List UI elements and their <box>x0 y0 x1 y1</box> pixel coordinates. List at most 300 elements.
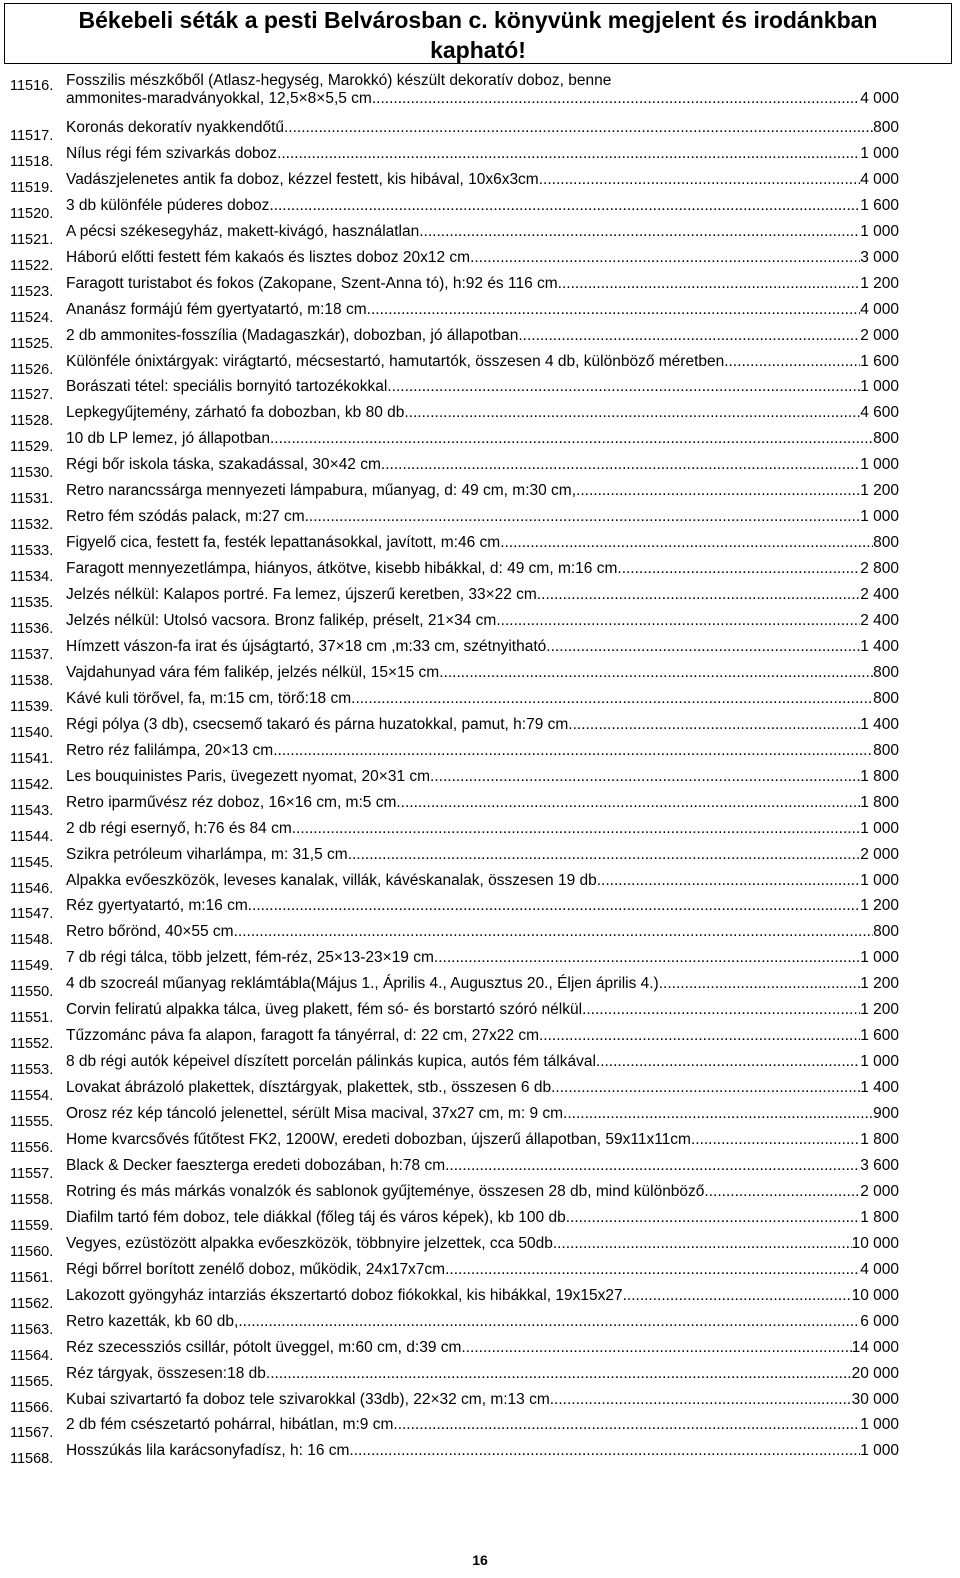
item-number: 11527. <box>10 387 54 404</box>
item-description <box>66 145 899 163</box>
item-line <box>66 1105 899 1123</box>
dot-leader <box>550 1391 852 1409</box>
dot-leader <box>430 768 860 786</box>
item-line <box>66 378 899 396</box>
dot-leader <box>348 846 861 864</box>
dot-leader <box>582 1001 860 1019</box>
item-number: 11553. <box>10 1062 54 1079</box>
item-price: 3 000 <box>860 248 899 266</box>
item-line <box>66 1157 899 1175</box>
item-number: 11529. <box>10 439 54 456</box>
item-text: Nílus régi fém szivarkás doboz <box>66 144 278 162</box>
dot-leader <box>284 119 873 137</box>
item-number: 11562. <box>10 1295 54 1312</box>
item-line <box>66 1287 899 1305</box>
item-line <box>66 301 899 319</box>
item-description <box>66 404 899 422</box>
item-description <box>66 430 899 448</box>
item-text: Orosz réz kép táncoló jelenettel, sérült Misa macival, 37x27 cm, m: 9 cm <box>66 1105 564 1123</box>
dot-leader <box>434 949 860 967</box>
item-line <box>66 1313 899 1331</box>
item-text: Lovakat ábrázoló plakettek, dísztárgyak, plakettek, stb., összesen 6 db <box>66 1079 552 1097</box>
item-description <box>66 638 899 656</box>
dot-leader <box>496 612 860 630</box>
dot-leader <box>537 586 860 604</box>
item-line <box>66 846 899 864</box>
item-price: 2 800 <box>860 560 899 578</box>
item-number: 11550. <box>10 984 54 1001</box>
item-price: 1 000 <box>860 1053 899 1071</box>
item-text: Alpakka evőeszközök, leveses kanalak, villák, kávéskanalak, összesen 19 db <box>66 871 597 889</box>
item-number: 11547. <box>10 906 54 923</box>
item-description <box>66 1287 899 1305</box>
item-description <box>66 1183 899 1201</box>
item-text: Lepkegyűjtemény, zárható fa dobozban, kb 80 db <box>66 404 405 422</box>
item-text: Retro bőrönd, 40×55 cm <box>66 923 234 941</box>
item-price: 800 <box>873 118 899 136</box>
item-description <box>66 1079 899 1097</box>
item-description <box>66 794 899 812</box>
item-description <box>66 872 899 890</box>
item-text: 4 db szocreál műanyag reklámtábla(Május 1., Április 4., Augusztus 20., Éljen április 4.) <box>66 975 659 993</box>
item-line <box>66 742 899 760</box>
item-number: 11519. <box>10 179 54 196</box>
dot-leader <box>566 1209 861 1227</box>
item-price: 6 000 <box>860 1312 899 1330</box>
item-text: Régi bőr iskola táska, szakadással, 30×42 cm <box>66 456 381 474</box>
item-price: 800 <box>873 923 899 941</box>
item-text: Home kvarcsővés fűtőtest FK2, 1200W, eredeti dobozban, újszerű állapotban, 59x11x11cm <box>66 1131 691 1148</box>
item-description <box>66 275 899 293</box>
item-line <box>66 690 899 708</box>
item-description <box>66 301 899 319</box>
item-description <box>66 1001 899 1019</box>
item-line <box>66 508 899 526</box>
item-price: 4 000 <box>860 90 899 107</box>
dot-leader <box>617 560 860 578</box>
dot-leader <box>404 404 860 422</box>
item-line <box>66 716 899 734</box>
item-description <box>66 1105 899 1123</box>
item-text: Vajdahunyad vára fém falikép, jelzés nélkül, 15×15 cm <box>66 663 440 681</box>
item-price: 1 800 <box>860 1208 899 1226</box>
item-number: 11540. <box>10 724 54 741</box>
item-price: 4 000 <box>860 300 899 318</box>
item-number: 11517. <box>10 127 54 144</box>
item-description <box>66 353 899 371</box>
item-number: 11559. <box>10 1217 54 1234</box>
item-number: 11526. <box>10 361 54 378</box>
item-price: 1 200 <box>860 975 899 993</box>
item-line <box>66 249 899 267</box>
item-line <box>66 820 899 838</box>
item-line <box>66 327 899 345</box>
item-number: 11534. <box>10 569 54 586</box>
dot-leader <box>372 90 860 108</box>
item-number: 11568. <box>10 1451 54 1468</box>
item-description <box>66 1313 899 1331</box>
item-number: 11536. <box>10 621 54 637</box>
item-price: 1 000 <box>860 456 899 474</box>
item-price: 2 000 <box>860 1182 899 1200</box>
dot-leader <box>553 1235 852 1253</box>
item-text: Retro réz falilámpa, 20×13 cm <box>66 741 274 759</box>
item-price: 1 200 <box>860 482 899 500</box>
item-line <box>66 275 899 293</box>
item-line <box>66 456 899 474</box>
item-text: 2 db ammonites-fosszília (Madagaszkár), dobozban, jó állapotban <box>66 326 519 344</box>
item-text: Hosszúkás lila karácsonyfadísz, h: 16 cm <box>66 1442 350 1460</box>
dot-leader <box>266 1365 852 1383</box>
page-number: 16 <box>472 1552 488 1568</box>
item-line <box>66 923 899 941</box>
item-line <box>66 1365 899 1383</box>
item-line <box>66 664 899 682</box>
item-number: 11555. <box>10 1114 54 1131</box>
item-number: 11546. <box>10 880 54 897</box>
item-price: 20 000 <box>851 1364 899 1382</box>
item-line <box>66 1391 899 1409</box>
item-price: 1 000 <box>860 222 899 240</box>
item-description <box>66 1131 899 1149</box>
item-price: 30 000 <box>851 1390 899 1408</box>
item-text: 3 db különféle púderes doboz <box>66 196 270 214</box>
dot-leader <box>292 820 860 838</box>
item-description <box>66 456 899 474</box>
item-text: Kávé kuli törővel, fa, m:15 cm, törő:18 cm <box>66 689 352 707</box>
dot-leader <box>623 1287 852 1305</box>
item-number: 11524. <box>10 309 54 326</box>
item-text: Corvin feliratú alpakka tálca, üveg plakett, fém só- és borstartó szóró nélkül <box>66 1001 583 1019</box>
item-description <box>66 197 899 215</box>
item-price: 1 000 <box>860 949 899 967</box>
item-number: 11537. <box>10 646 54 663</box>
item-line <box>66 872 899 890</box>
item-number: 11544. <box>10 828 54 845</box>
item-description <box>66 482 899 500</box>
dot-leader <box>546 638 860 656</box>
item-text: Figyelő cica, festett fa, festék lepattanásokkal, javított, m:46 cm <box>66 534 501 552</box>
item-price: 1 600 <box>860 196 899 214</box>
item-description <box>66 327 899 345</box>
item-line <box>66 534 899 552</box>
item-description <box>66 72 899 108</box>
dot-leader <box>659 975 860 993</box>
item-line <box>66 897 899 915</box>
item-number: 11525. <box>10 335 54 352</box>
item-number: 11521. <box>10 231 54 248</box>
item-description <box>66 1442 899 1460</box>
item-description <box>66 1261 899 1279</box>
item-line <box>66 145 899 163</box>
item-price: 1 000 <box>860 1416 899 1434</box>
item-price: 10 000 <box>851 1234 899 1252</box>
item-text: Réz tárgyak, összesen:18 db <box>66 1364 266 1382</box>
item-text: Kubai szivartartó fa doboz tele szivarokkal (33db), 22×32 cm, m:13 cm <box>66 1390 550 1408</box>
item-description <box>66 923 899 941</box>
dot-leader <box>568 716 860 734</box>
item-text: Les bouquinistes Paris, üvegezett nyomat, 20×31 cm <box>66 767 431 785</box>
item-line <box>66 949 899 967</box>
item-number: 11565. <box>10 1373 54 1390</box>
dot-leader <box>563 1105 873 1123</box>
dot-leader <box>367 301 861 319</box>
item-description <box>66 1365 899 1383</box>
dot-leader <box>305 508 861 526</box>
item-text: Black & Decker faeszterga eredeti dobozában, h:78 cm <box>66 1156 446 1174</box>
item-number: 11542. <box>10 776 54 793</box>
item-description <box>66 1209 899 1227</box>
item-number: 11566. <box>10 1399 54 1416</box>
announcement-line-1: Békebeli séták a pesti Belvárosban c. könyvünk megjelent és irodánkban <box>78 7 878 33</box>
item-number: 11522. <box>10 257 54 274</box>
dot-leader <box>269 197 860 215</box>
item-text: Különféle ónixtárgyak: virágtartó, mécsestartó, hamutartók, összesen 4 db, különböző méretben <box>66 352 725 370</box>
item-description <box>66 119 899 137</box>
item-description <box>66 742 899 760</box>
item-number: 11532. <box>10 517 54 534</box>
item-description <box>66 249 899 267</box>
item-text: ammonites-maradványokkal, 12,5×8×5,5 cm <box>66 90 372 107</box>
item-description <box>66 508 899 526</box>
item-number: 11531. <box>10 491 54 508</box>
dot-leader <box>445 1157 860 1175</box>
item-number: 11554. <box>10 1088 54 1105</box>
item-price: 2 000 <box>860 326 899 344</box>
item-description <box>66 612 899 630</box>
item-price: 1 000 <box>860 378 899 396</box>
dot-leader <box>238 1313 860 1331</box>
item-text: Vegyes, ezüstözött alpakka evőeszközök, többnyire jelzettek, cca 50db <box>66 1234 553 1252</box>
item-price: 1 000 <box>860 871 899 889</box>
item-description <box>66 768 899 786</box>
item-line <box>66 404 899 422</box>
item-text: 2 db régi esernyő, h:76 és 84 cm <box>66 819 292 837</box>
dot-leader <box>461 1339 851 1357</box>
item-text: Ananász formájú fém gyertyatartó, m:18 cm <box>66 300 367 318</box>
item-price: 2 000 <box>860 845 899 863</box>
item-description <box>66 223 899 241</box>
item-text: A pécsi székesegyház, makett-kivágó, használatlan <box>66 222 420 240</box>
item-text: Borászati tétel: speciális bornyitó tartozékokkal <box>66 378 388 396</box>
item-number: 11533. <box>10 543 54 560</box>
item-price: 4 600 <box>860 404 899 422</box>
item-description <box>66 1391 899 1409</box>
announcement-line-2: kapható! <box>430 37 526 63</box>
dot-leader <box>396 794 860 812</box>
item-line <box>66 1183 899 1201</box>
item-description <box>66 171 899 189</box>
item-description-first-line: Fosszilis mészkőből (Atlasz-hegység, Marokkó) készült dekoratív doboz, benne <box>66 72 612 89</box>
item-line <box>66 638 899 656</box>
item-line <box>66 1079 899 1097</box>
item-text: Tűzzománc páva fa alapon, faragott fa tányérral, d: 22 cm, 27x22 cm <box>66 1027 539 1045</box>
item-description <box>66 378 899 396</box>
item-price: 800 <box>873 430 899 448</box>
item-text: Faragott mennyezetlámpa, hiányos, átkötve, kisebb hibákkal, d: 49 cm, m:16 cm <box>66 560 618 578</box>
item-description <box>66 1339 899 1357</box>
item-description <box>66 586 899 604</box>
item-price: 900 <box>873 1105 899 1123</box>
dot-leader <box>248 897 860 915</box>
item-price: 1 400 <box>860 637 899 655</box>
item-text: Réz gyertyatartó, m:16 cm <box>66 897 248 915</box>
item-text: Régi pólya (3 db), csecsemő takaró és párna huzatokkal, pamut, h:79 cm <box>66 715 569 733</box>
dot-leader <box>393 1416 860 1434</box>
dot-leader <box>558 275 861 293</box>
item-description <box>66 820 899 838</box>
item-description <box>66 1416 899 1434</box>
item-line <box>66 1442 899 1460</box>
dot-leader <box>445 1261 860 1279</box>
dot-leader <box>597 872 860 890</box>
item-number: 11552. <box>10 1036 54 1053</box>
item-line <box>66 560 899 578</box>
item-line <box>66 1131 899 1149</box>
dot-leader <box>277 145 860 163</box>
item-line <box>66 1261 899 1279</box>
item-text: Retro narancssárga mennyezeti lámpabura, műanyag, d: 49 cm, m:30 cm, <box>66 482 577 500</box>
item-number: 11541. <box>10 750 54 767</box>
item-line <box>66 1027 899 1045</box>
item-text: Retro iparművész réz doboz, 16×16 cm, m:5 cm <box>66 793 397 811</box>
item-line <box>66 586 899 604</box>
item-price: 2 400 <box>860 586 899 604</box>
item-number: 11518. <box>10 153 54 170</box>
item-price: 1 000 <box>860 1442 899 1460</box>
item-text: Régi bőrrel borított zenélő doboz, működik, 24x17x7cm <box>66 1260 446 1278</box>
dot-leader <box>351 690 873 708</box>
dot-leader <box>470 249 860 267</box>
item-price: 1 000 <box>860 819 899 837</box>
dot-leader <box>704 1183 860 1201</box>
item-text: Diafilm tartó fém doboz, tele diákkal (főleg táj és város képek), kb 100 db <box>66 1208 566 1226</box>
item-number: 11538. <box>10 672 54 689</box>
item-price: 1 800 <box>860 767 899 785</box>
item-line <box>66 119 899 137</box>
dot-leader <box>724 353 860 371</box>
item-price: 1 600 <box>860 352 899 370</box>
item-line <box>66 794 899 812</box>
item-line <box>66 353 899 371</box>
item-text: 7 db régi tálca, több jelzett, fém-réz, 25×13-23×19 cm <box>66 949 434 967</box>
dot-leader <box>270 430 873 448</box>
item-line <box>66 975 899 993</box>
item-price: 1 800 <box>860 1131 899 1148</box>
item-line <box>66 1001 899 1019</box>
item-line <box>66 482 899 500</box>
item-description <box>66 560 899 578</box>
item-price: 800 <box>873 534 899 552</box>
item-description <box>66 1157 899 1175</box>
item-line <box>66 1053 899 1071</box>
item-text: Réz szecessziós csillár, pótolt üveggel, m:60 cm, d:39 cm <box>66 1338 462 1356</box>
dot-leader <box>439 664 873 682</box>
item-line <box>66 90 899 108</box>
item-line <box>66 197 899 215</box>
item-text: Vadászjelenetes antik fa doboz, kézzel festett, kis hibával, 10x6x3cm <box>66 170 539 188</box>
item-number: 11539. <box>10 698 54 715</box>
item-description <box>66 846 899 864</box>
item-number: 11558. <box>10 1191 54 1208</box>
item-price: 800 <box>873 689 899 707</box>
item-price: 4 000 <box>860 170 899 188</box>
item-text: 10 db LP lemez, jó állapotban <box>66 430 270 448</box>
dot-leader <box>551 1079 860 1097</box>
item-price: 1 800 <box>860 793 899 811</box>
item-number: 11516. <box>10 78 54 94</box>
item-price: 4 000 <box>860 1260 899 1278</box>
item-description <box>66 1027 899 1045</box>
item-text: Szikra petróleum viharlámpa, m: 31,5 cm <box>66 845 348 863</box>
item-description <box>66 1053 899 1071</box>
dot-leader <box>234 923 874 941</box>
item-price: 1 200 <box>860 274 899 292</box>
item-number: 11567. <box>10 1425 54 1442</box>
dot-leader <box>349 1442 860 1460</box>
item-text: Hímzett vászon-fa irat és újságtartó, 37×18 cm ,m:33 cm, szétnyitható <box>66 637 547 655</box>
item-price: 1 000 <box>860 508 899 526</box>
item-price: 1 200 <box>860 1001 899 1019</box>
item-text: Koronás dekoratív nyakkendőtű <box>66 118 284 136</box>
item-number: 11543. <box>10 802 54 819</box>
item-price: 1 400 <box>860 1079 899 1097</box>
item-description <box>66 1235 899 1253</box>
item-number: 11528. <box>10 413 54 430</box>
item-price: 14 000 <box>851 1338 899 1356</box>
item-number: 11545. <box>10 854 54 871</box>
dot-leader <box>596 1053 860 1071</box>
item-text: Retro fém szódás palack, m:27 cm <box>66 508 305 526</box>
item-description <box>66 897 899 915</box>
item-number: 11556. <box>10 1140 54 1156</box>
dot-leader <box>539 171 860 189</box>
item-description <box>66 690 899 708</box>
item-description <box>66 949 899 967</box>
item-description <box>66 975 899 993</box>
dot-leader <box>691 1131 860 1149</box>
item-number: 11560. <box>10 1243 54 1260</box>
dot-leader <box>500 534 873 552</box>
item-price: 10 000 <box>851 1286 899 1304</box>
item-line <box>66 768 899 786</box>
item-price: 1 400 <box>860 715 899 733</box>
item-line <box>66 171 899 189</box>
item-number: 11535. <box>10 595 54 612</box>
item-price: 3 600 <box>860 1156 899 1174</box>
item-text: Jelzés nélkül: Utolsó vacsora. Bronz falikép, préselt, 21×34 cm <box>66 612 497 629</box>
item-text: Jelzés nélkül: Kalapos portré. Fa lemez, újszerű keretben, 33×22 cm <box>66 586 537 604</box>
item-number: 11551. <box>10 1010 54 1027</box>
item-number: 11548. <box>10 932 54 949</box>
item-number: 11520. <box>10 205 54 222</box>
item-line <box>66 223 899 241</box>
item-line <box>66 1416 899 1434</box>
item-text: 8 db régi autók képeivel díszített porcelán pálinkás kupica, autós fém tálkával <box>66 1053 596 1071</box>
dot-leader <box>387 378 860 396</box>
item-description <box>66 534 899 552</box>
item-text: Rotring és más márkás vonalzók és sablonok gyűjteménye, összesen 28 db, mind különböző <box>66 1182 705 1200</box>
item-price: 1 000 <box>860 144 899 162</box>
item-description <box>66 716 899 734</box>
item-number: 11557. <box>10 1165 54 1182</box>
item-number: 11563. <box>10 1321 54 1338</box>
item-line <box>66 1209 899 1227</box>
item-line <box>66 612 899 630</box>
item-text: Retro kazetták, kb 60 db, <box>66 1312 239 1330</box>
item-text: Faragott turistabot és fokos (Zakopane, Szent-Anna tó), h:92 és 116 cm <box>66 274 558 292</box>
item-text: Lakozott gyöngyház intarziás ékszertartó doboz fiókokkal, kis hibákkal, 19x15x27 <box>66 1286 623 1304</box>
